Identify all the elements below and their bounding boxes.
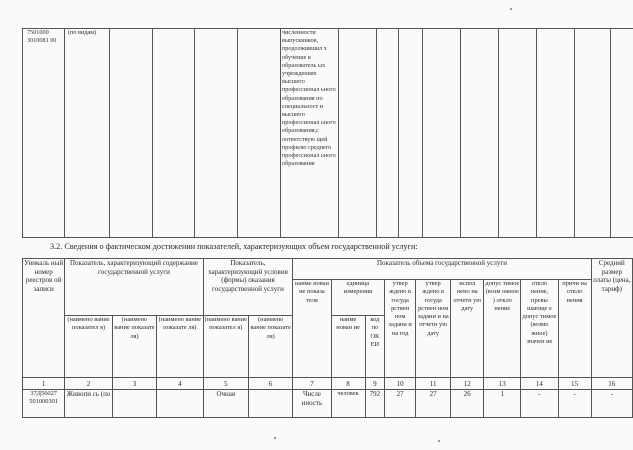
volume-indicator-table: [22, 258, 633, 418]
row-approved: 27: [385, 390, 416, 418]
column-number: 14: [521, 378, 558, 390]
column-number: 7: [293, 378, 331, 390]
indicator-description-cell: численности выпускников, продолжившил х обучение в образователь ых учреждениях высшего профессионал ьного образования по специальност и высшего профессионал ьного образования,с оответствую щей профилю среднего профессионал ьного образования: [281, 29, 339, 238]
header-approved: утвер ждено в госуда рствен ном задани и на год: [385, 280, 416, 378]
header-indicator-name: наиме нован ие показа теля: [293, 280, 331, 378]
header-unit: единица измерения: [331, 280, 385, 316]
empty-cell: [195, 29, 238, 238]
row-unit-name: человек: [331, 390, 365, 418]
column-number: 2: [65, 378, 112, 390]
empty-cell: [575, 29, 611, 238]
row-excess-deviation: -: [521, 390, 558, 418]
empty-cell: [153, 29, 195, 238]
scan-speck: [510, 8, 512, 10]
scan-speck: [438, 440, 440, 442]
section-title: 3.2. Сведения о фактическом достижении показателей, характеризующих объем государственной услуги:: [50, 242, 418, 251]
header-unit-code: код по ОК ЕИ: [365, 316, 385, 378]
kind-cell: (по видам): [65, 29, 110, 238]
row-allowed-deviation: 1: [484, 390, 521, 418]
row-indicator: Числе нность: [293, 390, 331, 418]
row-condition: Очная: [203, 390, 248, 418]
header-excess-deviation: откло нение, превы шающе е допус тимое (возмо жное) значен ие: [521, 280, 558, 378]
header-approved-report: утвер ждено в госуда рствен ном задани и на отчетн ую дату: [416, 280, 451, 378]
header-sub-indicator: (наимено вание показате ля): [112, 316, 156, 378]
header-sub-indicator: (наимено вание показате ля): [157, 316, 203, 378]
header-fee: Средний размер платы (цена, тариф): [591, 259, 632, 378]
header-executed: испол нено на отчетн ую дату: [451, 280, 484, 378]
indicator-quality-table: [22, 28, 633, 238]
column-number: 11: [416, 378, 451, 390]
header-unit-name: наиме нован ие: [331, 316, 365, 378]
column-number: 4: [157, 378, 203, 390]
column-number: 1: [23, 378, 65, 390]
empty-cell: [339, 29, 377, 238]
empty-cell: [611, 29, 633, 238]
column-number: 12: [451, 378, 484, 390]
column-number: 10: [385, 378, 416, 390]
empty-cell: [399, 29, 423, 238]
row-unit-code: 792: [365, 390, 385, 418]
header-sub-indicator: (наимено вание показате ля): [248, 316, 292, 378]
header-sub-indicator: (наимено вание показател я): [65, 316, 112, 378]
row-content: Живопи сь (по: [65, 390, 112, 418]
header-conditions: Показатель, характеризующий условия (формы) оказания государственной услуги: [203, 259, 293, 316]
empty-cell: [238, 29, 281, 238]
column-number: 6: [248, 378, 292, 390]
column-number: 13: [484, 378, 521, 390]
row-registry: 37Д56027 501000301: [23, 390, 65, 418]
column-number: 16: [591, 378, 632, 390]
row-reason: -: [558, 390, 591, 418]
header-volume: Показатель объема государственной услуги: [293, 259, 591, 280]
empty-cell: [110, 29, 153, 238]
column-number: 8: [331, 378, 365, 390]
row-fee: -: [591, 390, 632, 418]
empty-cell: [461, 29, 499, 238]
column-number: 5: [203, 378, 248, 390]
column-number: 15: [558, 378, 591, 390]
row-executed: 26: [451, 390, 484, 418]
header-content: Показатель, характеризующий содержание государственной услуги: [65, 259, 203, 316]
header-allowed-deviation: допус тимое (возм ожное ) откло нение: [484, 280, 521, 378]
empty-cell: [537, 29, 575, 238]
scan-speck: [274, 437, 276, 439]
header-reason: причи на откло нения: [558, 280, 591, 378]
column-number: 3: [112, 378, 156, 390]
header-registry: Уникаль ный номер реестров ой записи: [23, 259, 65, 378]
empty-cell: [157, 390, 203, 418]
empty-cell: [112, 390, 156, 418]
header-sub-indicator: (наимено вание показател я): [203, 316, 248, 378]
empty-cell: [248, 390, 292, 418]
empty-cell: [423, 29, 461, 238]
empty-cell: [499, 29, 537, 238]
empty-cell: [377, 29, 399, 238]
registry-code-cell: 7501000 3010081 00: [23, 29, 65, 238]
column-number: 9: [365, 378, 385, 390]
row-approved-report: 27: [416, 390, 451, 418]
